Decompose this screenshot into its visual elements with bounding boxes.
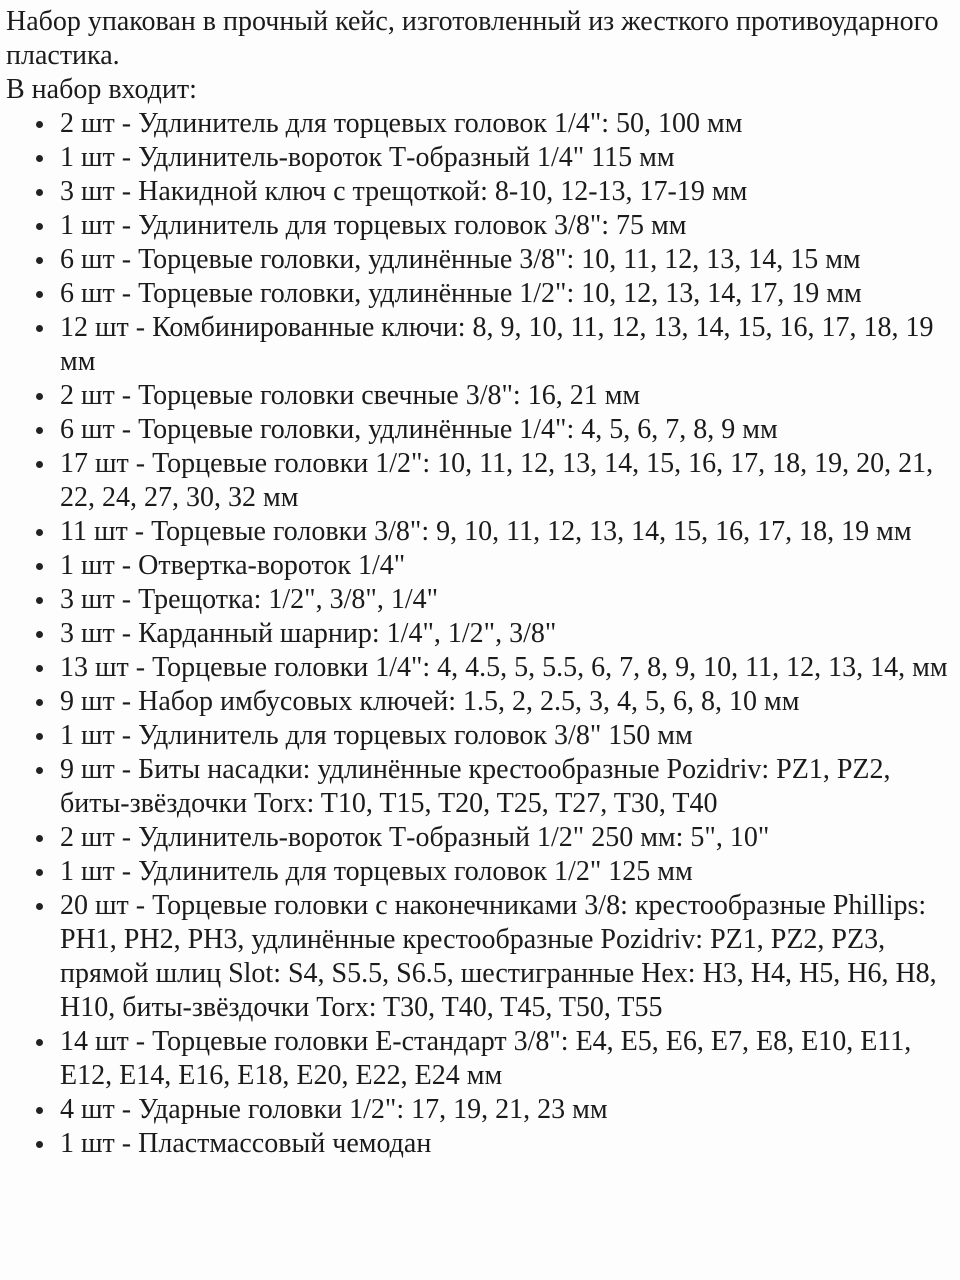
bullet-icon — [36, 529, 43, 536]
item-text: 20 шт - Торцевые головки с наконечниками 3/8: крестообразные Phillips: PH1, PH2, PH3, удлинённые крестообразные Pozidriv: PZ1, PZ2, PZ3, прямой шлиц Slot: S4, S5.5, S6.5, шестигранные Hex: H3, H4, H5, H6, H8, H10, биты-звёздочки Torx: T30, T40, T45, T50, T55 — [60, 890, 937, 1023]
item-text: 1 шт - Удлинитель для торцевых головок 3/8": 75 мм — [60, 210, 687, 241]
item-text: 2 шт - Удлинитель для торцевых головок 1/4": 50, 100 мм — [60, 108, 743, 139]
list-item — [6, 379, 948, 413]
item-text: 6 шт - Торцевые головки, удлинённые 1/4": 4, 5, 6, 7, 8, 9 мм — [60, 414, 778, 445]
list-item — [6, 209, 948, 243]
list-item — [6, 889, 948, 1025]
bullet-icon — [36, 869, 43, 876]
list-item — [6, 549, 948, 583]
contents-list — [6, 107, 948, 1161]
bullet-icon — [36, 427, 43, 434]
list-item — [6, 311, 948, 379]
bullet-icon — [36, 461, 43, 468]
list-item — [6, 141, 948, 175]
bullet-icon — [36, 291, 43, 298]
item-text: 9 шт - Набор имбусовых ключей: 1.5, 2, 2.5, 3, 4, 5, 6, 8, 10 мм — [60, 686, 800, 717]
bullet-icon — [36, 393, 43, 400]
item-text: 14 шт - Торцевые головки Е-стандарт 3/8": E4, E5, E6, E7, E8, E10, E11, E12, E14, E16, E18, E20, E22, E24 мм — [60, 1026, 912, 1091]
bullet-icon — [36, 597, 43, 604]
list-item — [6, 1093, 948, 1127]
bullet-icon — [36, 155, 43, 162]
bullet-icon — [36, 189, 43, 196]
bullet-icon — [36, 733, 43, 740]
item-text: 2 шт - Удлинитель-вороток Т-образный 1/2" 250 мм: 5", 10" — [60, 822, 770, 853]
bullet-icon — [36, 1039, 43, 1046]
item-text: 9 шт - Биты насадки: удлинённые крестообразные Pozidriv: PZ1, PZ2, биты-звёздочки Torx: T10, T15, T20, T25, T27, T30, T40 — [60, 754, 891, 819]
bullet-icon — [36, 665, 43, 672]
list-item — [6, 277, 948, 311]
list-item — [6, 1025, 948, 1093]
bullet-icon — [36, 835, 43, 842]
list-item — [6, 447, 948, 515]
bullet-icon — [36, 257, 43, 264]
item-text: 1 шт - Удлинитель-вороток Т-образный 1/4" 115 мм — [60, 142, 675, 173]
packaging-paragraph: Набор упакован в прочный кейс, изготовленный из жесткого противоударного пластика. — [6, 6, 939, 71]
bullet-icon — [36, 1141, 43, 1148]
item-text: 4 шт - Ударные головки 1/2": 17, 19, 21, 23 мм — [60, 1094, 608, 1125]
list-item — [6, 243, 948, 277]
list-item — [6, 617, 948, 651]
bullet-icon — [36, 767, 43, 774]
list-item — [6, 1127, 948, 1161]
list-item — [6, 107, 948, 141]
list-item — [6, 855, 948, 889]
item-text: 17 шт - Торцевые головки 1/2": 10, 11, 12, 13, 14, 15, 16, 17, 18, 19, 20, 21, 22, 24, 27, 30, 32 мм — [60, 448, 934, 513]
list-item — [6, 515, 948, 549]
item-text: 3 шт - Накидной ключ с трещоткой: 8-10, 12-13, 17-19 мм — [60, 176, 748, 207]
item-text: 1 шт - Удлинитель для торцевых головок 3/8" 150 мм — [60, 720, 693, 751]
item-text: 11 шт - Торцевые головки 3/8": 9, 10, 11, 12, 13, 14, 15, 16, 17, 18, 19 мм — [60, 516, 912, 547]
list-item — [6, 413, 948, 447]
bullet-icon — [36, 325, 43, 332]
bullet-icon — [36, 563, 43, 570]
list-item — [6, 175, 948, 209]
item-text: 1 шт - Отвертка-вороток 1/4" — [60, 550, 406, 581]
list-item — [6, 753, 948, 821]
item-text: 2 шт - Торцевые головки свечные 3/8": 16, 21 мм — [60, 380, 641, 411]
item-text: 12 шт - Комбинированные ключи: 8, 9, 10, 11, 12, 13, 14, 15, 16, 17, 18, 19 мм — [60, 312, 934, 377]
item-text: 1 шт - Пластмассовый чемодан — [60, 1128, 432, 1159]
list-item — [6, 651, 948, 685]
list-item — [6, 685, 948, 719]
item-text: 6 шт - Торцевые головки, удлинённые 1/2": 10, 12, 13, 14, 17, 19 мм — [60, 278, 862, 309]
item-text: 3 шт - Трещотка: 1/2", 3/8", 1/4" — [60, 584, 439, 615]
item-text: 13 шт - Торцевые головки 1/4": 4, 4.5, 5, 5.5, 6, 7, 8, 9, 10, 11, 12, 13, 14, мм — [60, 652, 948, 683]
bullet-icon — [36, 699, 43, 706]
includes-heading: В набор входит: — [6, 74, 197, 105]
bullet-icon — [36, 1107, 43, 1114]
bullet-icon — [36, 631, 43, 638]
item-text: 3 шт - Карданный шарнир: 1/4", 1/2", 3/8" — [60, 618, 557, 649]
list-item — [6, 719, 948, 753]
bullet-icon — [36, 121, 43, 128]
item-text: 1 шт - Удлинитель для торцевых головок 1/2" 125 мм — [60, 856, 693, 887]
list-item — [6, 583, 948, 617]
bullet-icon — [36, 223, 43, 230]
bullet-icon — [36, 903, 43, 910]
item-text: 6 шт - Торцевые головки, удлинённые 3/8": 10, 11, 12, 13, 14, 15 мм — [60, 244, 861, 275]
list-item — [6, 821, 948, 855]
